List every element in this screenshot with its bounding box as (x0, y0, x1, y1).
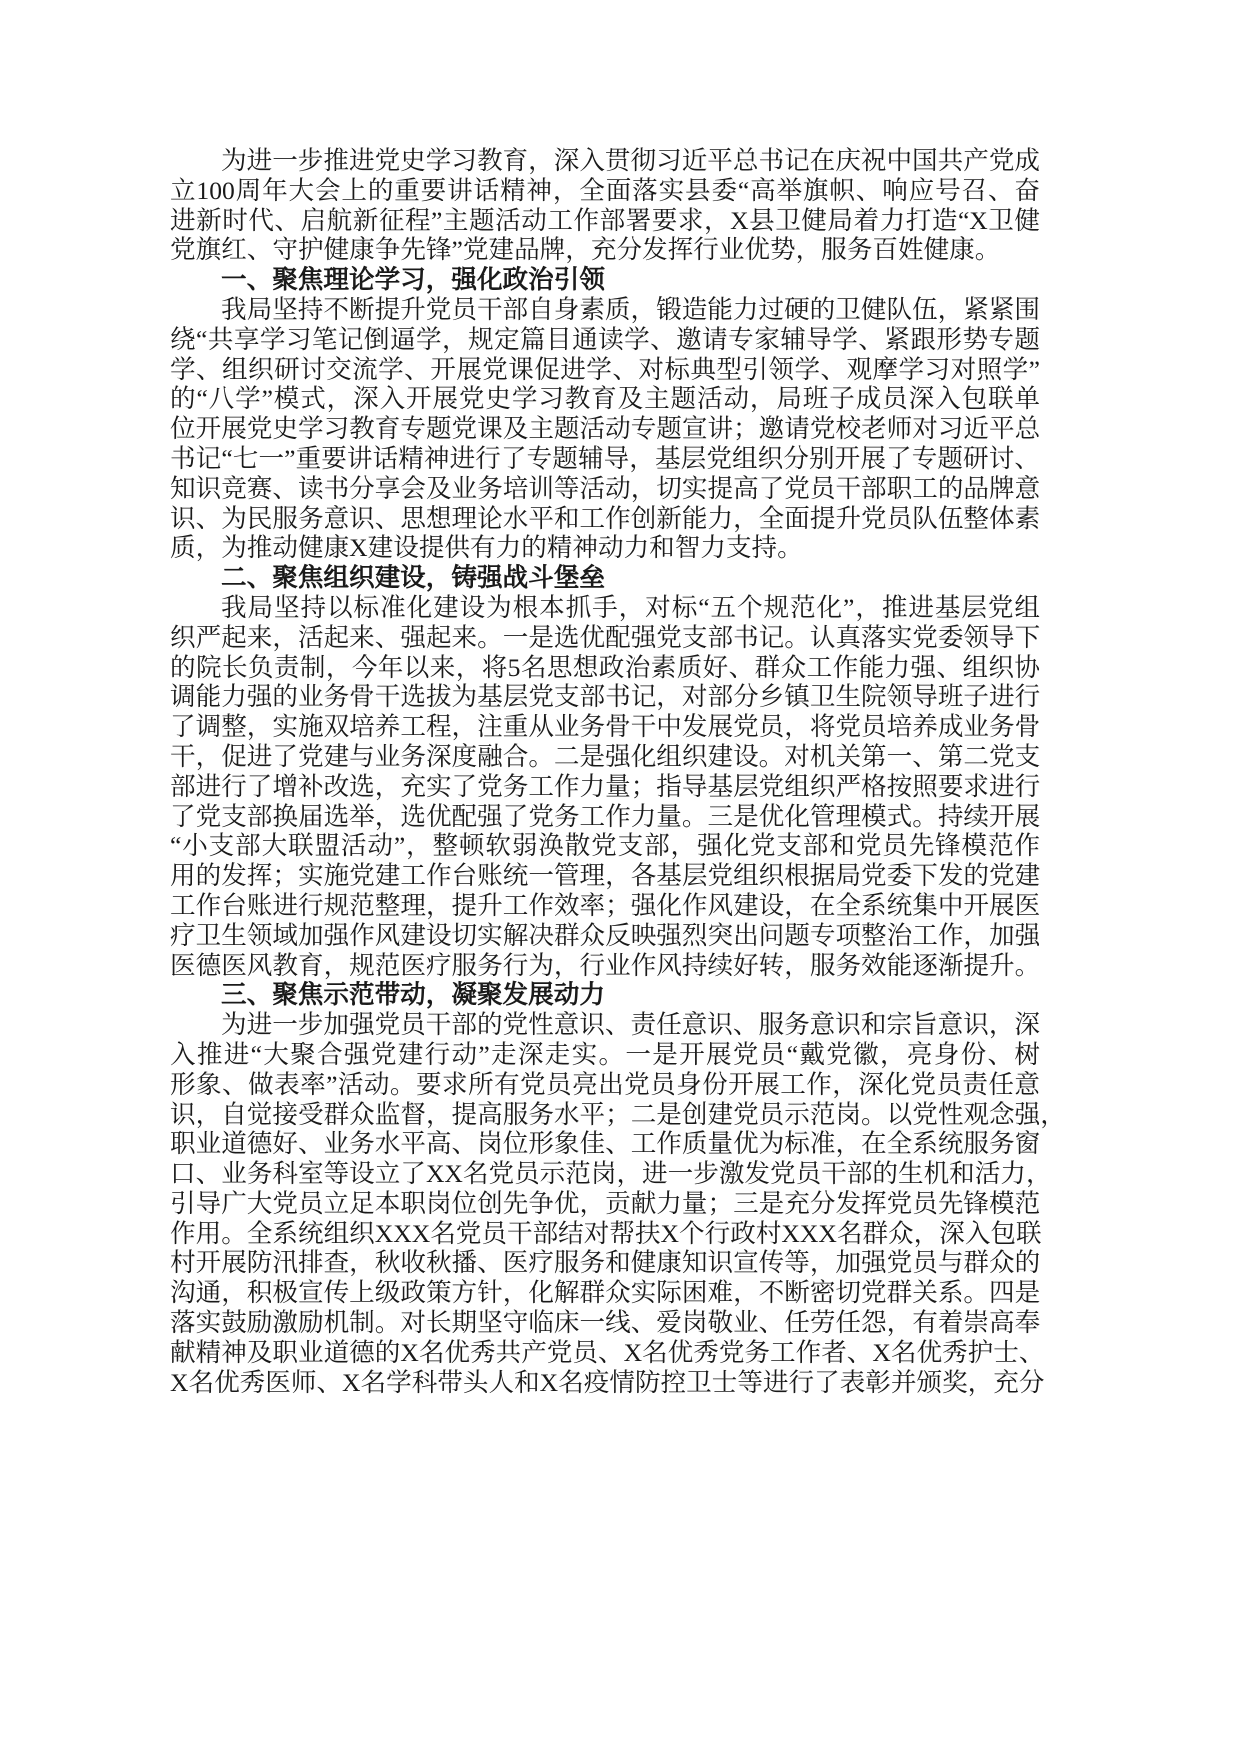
text-line: 作用。全系统组织XXX名党员干部结对帮扶X个行政村XXX名群众，深入包联 (170, 1218, 1042, 1248)
text-line: 织严起来，活起来、强起来。一是选优配强党支部书记。认真落实党委领导下 (170, 622, 1041, 652)
text-line: 绕“共享学习笔记倒逼学，规定篇目通读学、邀请专家辅导学、紧跟形势专题 (170, 324, 1040, 354)
text-line: 我局坚持以标准化建设为根本抓手，对标“五个规范化”，推进基层党组 (221, 592, 1040, 622)
text-line: 献精神及职业道德的X名优秀共产党员、X名优秀党务工作者、X名优秀护士、 (170, 1337, 1045, 1367)
text-line: X名优秀医师、X名学科带头人和X名疫情防控卫士等进行了表彰并颁奖，充分 (170, 1367, 1045, 1397)
text-line: 书记“七一”重要讲话精神进行了专题辅导，基层党组织分别开展了专题研讨、 (170, 443, 1040, 473)
section-heading: 二、聚焦组织建设，铸强战斗堡垒 (221, 563, 605, 593)
section-heading: 三、聚焦示范带动，凝聚发展动力 (221, 980, 605, 1010)
text-line: 位开展党史学习教育专题党课及主题活动专题宣讲；邀请党校老师对习近平总 (170, 414, 1041, 444)
text-line: 立100周年大会上的重要讲话精神，全面落实县委“高举旗帜、响应号召、奋 (170, 175, 1040, 205)
text-line: 疗卫生领域加强作风建设切实解决群众反映强烈突出问题专项整治工作，加强 (170, 920, 1041, 950)
text-line: 入推进“大聚合强党建行动”走深走实。一是开展党员“戴党徽，亮身份、树 (170, 1039, 1040, 1069)
text-line: 工作台账进行规范整理，提升工作效率；强化作风建设，在全系统集中开展医 (170, 890, 1041, 920)
text-line: 质，为推动健康X建设提供有力的精神动力和智力支持。 (170, 533, 803, 563)
text-line: 落实鼓励激励机制。对长期坚守临床一线、爱岗敬业、任劳任怨，有着崇高奉 (170, 1308, 1041, 1338)
text-line: “小支部大联盟活动”，整顿软弱涣散党支部，强化党支部和党员先锋模范作 (170, 831, 1040, 861)
text-line: 村开展防汛排查，秋收秋播、医疗服务和健康知识宣传等，加强党员与群众的 (170, 1248, 1041, 1278)
text-line: 为进一步加强党员干部的党性意识、责任意识、服务意识和宗旨意识，深 (221, 1010, 1041, 1040)
text-line: 了党支部换届选举，选优配强了党务工作力量。三是优化管理模式。持续开展 (170, 801, 1041, 831)
text-line: 沟通，积极宣传上级政策方针，化解群众实际困难，不断密切党群关系。四是 (170, 1278, 1041, 1308)
text-line: 知识竞赛、读书分享会及业务培训等活动，切实提高了党员干部职工的品牌意 (170, 473, 1041, 503)
paragraph (170, 1010, 1066, 1397)
text-line: 为进一步推进党史学习教育，深入贯彻习近平总书记在庆祝中国共产党成 (221, 146, 1041, 175)
paragraph (170, 593, 1040, 980)
text-line: 引导广大党员立足本职岗位创先争优，贡献力量；三是充分发挥党员先锋模范 (170, 1188, 1041, 1218)
text-line: 的“八学”模式，深入开展党史学习教育及主题活动，局班子成员深入包联单 (170, 384, 1040, 414)
text-line: 职业道德好、业务水平高、岗位形象佳、工作质量优为标准，在全系统服务窗 (170, 1129, 1041, 1159)
paragraph (170, 146, 1040, 265)
text-line: 党旗红、守护健康争先锋”党建品牌，充分发挥行业优势，服务百姓健康。 (170, 235, 1001, 265)
text-line: 医德医风教育，规范医疗服务行为，行业作风持续好转，服务效能逐渐提升。 (170, 950, 1041, 980)
document-body (170, 146, 1066, 1397)
text-line: 干，促进了党建与业务深度融合。二是强化组织建设。对机关第一、第二党支 (170, 741, 1041, 771)
section-heading: 一、聚焦理论学习，强化政治引领 (221, 265, 605, 295)
paragraph (170, 295, 1040, 563)
text-line: 我局坚持不断提升党员干部自身素质，锻造能力过硬的卫健队伍，紧紧围 (221, 294, 1041, 324)
text-line: 识、为民服务意识、思想理论水平和工作创新能力，全面提升党员队伍整体素 (170, 503, 1041, 533)
text-line: 学、组织研讨交流学、开展党课促进学、对标典型引领学、观摩学习对照学” (170, 354, 1040, 384)
text-line: 部进行了增补改选，充实了党务工作力量；指导基层党组织严格按照要求进行 (170, 771, 1041, 801)
text-line: 口、业务科室等设立了XX名党员示范岗，进一步激发党员干部的生机和活力， (170, 1159, 1052, 1189)
text-line: 用的发挥；实施党建工作台账统一管理，各基层党组织根据局党委下发的党建 (170, 861, 1041, 891)
text-line: 识，自觉接受群众监督，提高服务水平；二是创建党员示范岗。以党性观念强， (170, 1099, 1066, 1129)
text-line: 的院长负责制，今年以来，将5名思想政治素质好、群众工作能力强、组织协 (170, 652, 1040, 682)
text-line: 形象、做表率”活动。要求所有党员亮出党员身份开展工作，深化党员责任意 (170, 1069, 1040, 1099)
text-line: 了调整，实施双培养工程，注重从业务骨干中发展党员，将党员培养成业务骨 (170, 712, 1041, 742)
text-line: 调能力强的业务骨干选拔为基层党支部书记，对部分乡镇卫生院领导班子进行 (170, 682, 1041, 712)
text-line: 进新时代、启航新征程”主题活动工作部署要求，X县卫健局着力打造“X卫健 (170, 205, 1040, 235)
